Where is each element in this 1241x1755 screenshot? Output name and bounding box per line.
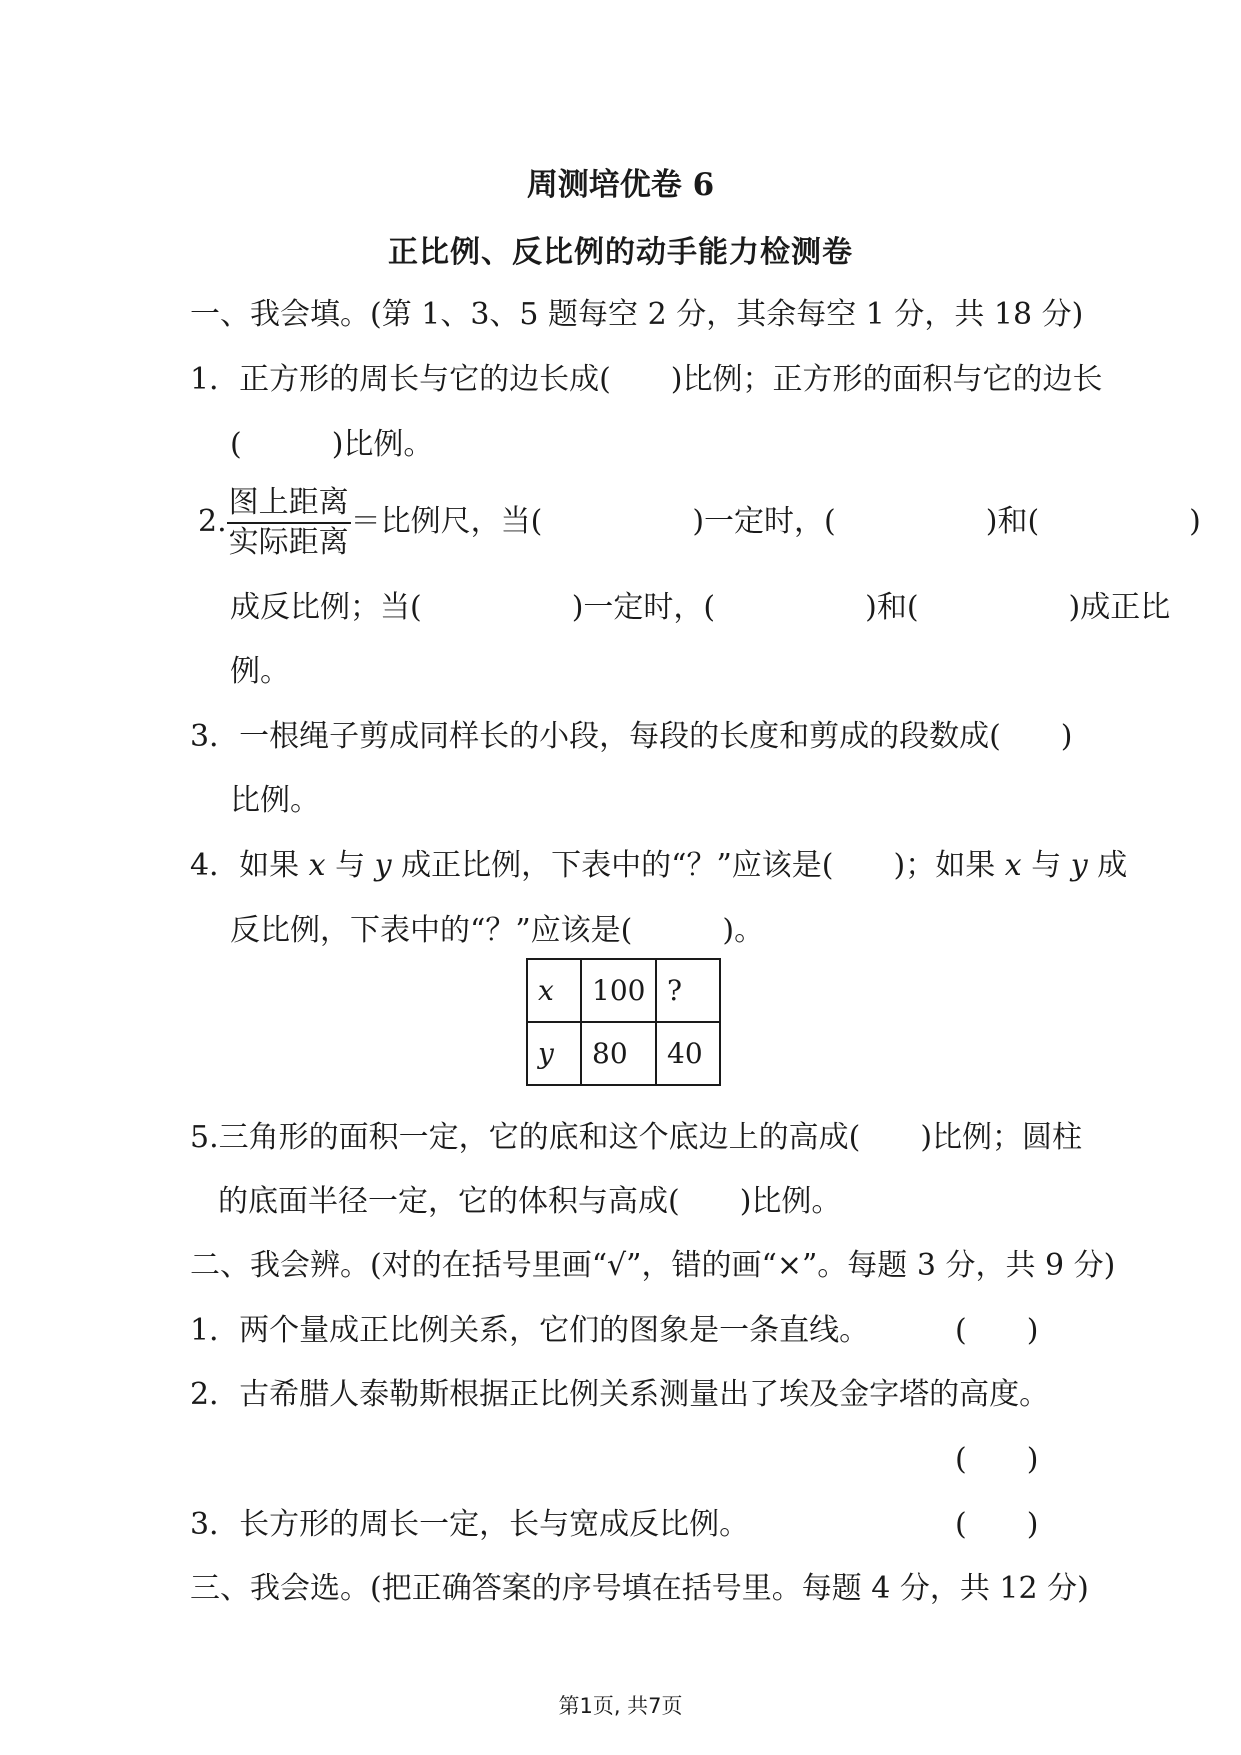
q4-text-c: 成正比例，下表中的“？”应该是( )；如果	[391, 848, 1005, 883]
q1-line2: ( )比例。	[230, 427, 434, 462]
q3-line1: 3．一根绳子剪成同样长的小段，每段的长度和剪成的段数成( )	[190, 719, 1073, 754]
page-footer: 第1页, 共7页	[558, 1694, 683, 1718]
q4-line1	[190, 846, 1127, 886]
table-cell: 100	[581, 959, 656, 1022]
section1-heading: 一、我会填。(第 1、3、5 题每空 2 分，其余每空 1 分，共 18 分)	[190, 297, 1084, 332]
q4-text-d: 成	[1087, 848, 1128, 883]
var-x-2: x	[1004, 848, 1022, 883]
section2-heading: 二、我会辨。(对的在括号里画“√”，错的画“×”。每题 3 分，共 9 分)	[190, 1248, 1116, 1283]
q2-prefix: 2.	[198, 504, 227, 539]
judge-answer-paren-3[interactable]: ( )	[955, 1507, 1039, 1542]
q3-line2: 比例。	[230, 783, 320, 818]
table-cell: y	[527, 1022, 581, 1085]
table-cell: 40	[656, 1022, 720, 1085]
table-cell: 80	[581, 1022, 656, 1085]
var-x: x	[308, 848, 326, 883]
q4-text-b: 与	[325, 848, 375, 883]
fraction-denominator: 实际距离	[228, 525, 349, 560]
fraction-numerator: 图上距离	[227, 484, 351, 524]
q2-line3: 例。	[230, 654, 290, 689]
q4-line2: 反比例，下表中的“？”应该是( )。	[230, 913, 765, 948]
q5-line1: 5.三角形的面积一定，它的底和这个底边上的高成( )比例；圆柱	[190, 1120, 1083, 1155]
judge-item-3: 3．长方形的周长一定，长与宽成反比例。	[190, 1507, 750, 1542]
page-subtitle: 正比例、反比例的动手能力检测卷	[388, 235, 853, 270]
q1-line1: 1．正方形的周长与它的边长成( )比例；正方形的面积与它的边长	[190, 362, 1103, 397]
judge-item-1: 1．两个量成正比例关系，它们的图象是一条直线。	[190, 1313, 870, 1348]
section3-heading: 三、我会选。(把正确答案的序号填在括号里。每题 4 分，共 12 分)	[190, 1571, 1089, 1606]
var-y-2: y	[1070, 848, 1088, 883]
xy-table	[526, 958, 721, 1086]
judge-answer-paren-1[interactable]: ( )	[955, 1313, 1039, 1348]
q2-text: ＝比例尺，当( )一定时，( )和( )	[350, 504, 1201, 539]
q4-text-a: 4．如果	[190, 848, 309, 883]
q4-text-b-2: 与	[1021, 848, 1071, 883]
judge-answer-paren-2[interactable]: ( )	[955, 1442, 1039, 1477]
q5-line2: 的底面半径一定，它的体积与高成( )比例。	[218, 1184, 842, 1219]
var-y: y	[374, 848, 392, 883]
table-cell: x	[527, 959, 581, 1022]
judge-item-2: 2．古希腊人泰勒斯根据正比例关系测量出了埃及金字塔的高度。	[190, 1377, 1050, 1412]
q2-line2: 成反比例；当( )一定时，( )和( )成正比	[230, 590, 1171, 625]
page-title: 周测培优卷 6	[526, 167, 715, 203]
scale-fraction	[227, 484, 351, 562]
table-row	[527, 1022, 720, 1085]
table-cell: ?	[656, 959, 720, 1022]
table-row	[527, 959, 720, 1022]
q2-line1	[198, 484, 1201, 562]
